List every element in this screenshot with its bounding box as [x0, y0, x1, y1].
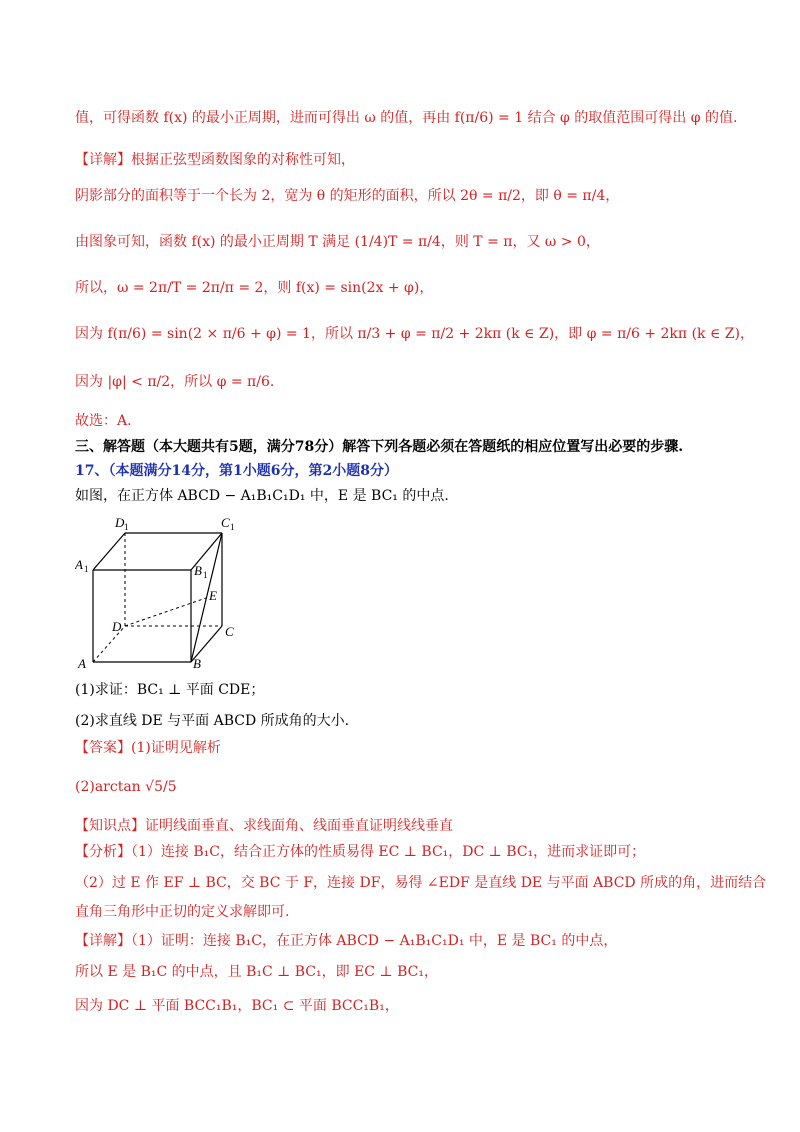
label-b: B — [193, 656, 201, 671]
edge-a1d1 — [93, 533, 125, 570]
label-c: C — [225, 624, 234, 639]
label-e: E — [209, 588, 217, 603]
analysis-part-2-line-1: （2）过 E 作 EF ⊥ BC，交 BC 于 F，连接 DF，易得 ∠EDF 是直线 DE 与平面 ABCD 所成的角，进而结合 — [75, 875, 767, 891]
text-line-continuation: 值，可得函数 f(x) 的最小正周期，进而可得出 ω 的值，再由 f(π/6) = 1 结合 φ 的取值范围可得出 φ 的值. — [75, 110, 738, 126]
label-c1: C — [221, 515, 230, 530]
cube-figure — [75, 515, 245, 673]
text-line-shaded-area: 阴影部分的面积等于一个长为 2，宽为 θ 的矩形的面积，所以 2θ = π/2，即 θ = π/4， — [75, 188, 620, 204]
hidden-segment-de — [125, 598, 206, 626]
analysis-part-2-line-2: 直角三角形中正切的定义求解即可. — [75, 904, 290, 920]
detail-proof-line-2: 所以 E 是 B₁C 的中点，且 B₁C ⊥ BC₁，即 EC ⊥ BC₁， — [75, 964, 438, 980]
analysis-part-1: 【分析】（1）连接 B₁C，结合正方体的性质易得 EC ⊥ BC₁，DC ⊥ BC₁，进而求证即可； — [75, 844, 646, 860]
detail-proof-line-1: 【详解】（1）证明：连接 B₁C，在正方体 ABCD − A₁B₁C₁D₁ 中，E 是 BC₁ 的中点， — [75, 933, 618, 949]
text-line-phi-general: 因为 f(π/6) = sin(2 × π/6 + φ) = 1，所以 π/3 + φ = π/2 + 2kπ (k ∈ Z)，即 φ = π/6 + 2kπ (k ∈ Z)， — [75, 326, 754, 342]
detail-proof-line-3: 因为 DC ⊥ 平面 BCC₁B₁，BC₁ ⊂ 平面 BCC₁B₁， — [75, 998, 399, 1014]
label-a1: A — [75, 557, 83, 572]
label-d1-sub: 1 — [124, 522, 129, 532]
label-d: D — [112, 619, 122, 634]
label-b1: B — [194, 563, 202, 578]
label-b1-sub: 1 — [203, 570, 208, 580]
section-heading: 三、解答题（本大题共有5题，满分78分）解答下列各题必须在答题纸的相应位置写出必要的步骤. — [75, 439, 684, 455]
text-line-period: 由图象可知，函数 f(x) 的最小正周期 T 满足 (1/4)T = π/4，则 T = π，又 ω > 0， — [75, 234, 600, 250]
text-line-detail-heading: 【详解】根据正弦型函数图象的对称性可知， — [75, 152, 355, 168]
answer-part-1: 【答案】(1)证明见解析 — [75, 740, 221, 756]
label-d1: D — [115, 515, 125, 530]
text-line-answer-choice: 故选：A. — [75, 413, 132, 429]
label-a1-sub: 1 — [84, 564, 89, 574]
question-heading: 17、（本题满分14分，第1小题6分，第2小题8分） — [75, 463, 398, 479]
answer-part-2: (2)arctan √5/5 — [75, 779, 177, 795]
question-statement: 如图，在正方体 ABCD − A₁B₁C₁D₁ 中，E 是 BC₁ 的中点. — [75, 488, 449, 504]
text-line-omega: 所以，ω = 2π/T = 2π/π = 2，则 f(x) = sin(2x + φ)， — [75, 280, 434, 296]
cube-diagram — [75, 515, 245, 673]
knowledge-points: 【知识点】证明线面垂直、求线面角、线面垂直证明线线垂直 — [75, 818, 453, 834]
text-line-phi-value: 因为 |φ| < π/2，所以 φ = π/6. — [75, 374, 275, 390]
question-part-1: (1)求证：BC₁ ⊥ 平面 CDE； — [75, 682, 265, 698]
label-a: A — [78, 656, 86, 671]
question-part-2: (2)求直线 DE 与平面 ABCD 所成角的大小. — [75, 713, 350, 729]
label-c1-sub: 1 — [230, 522, 235, 532]
